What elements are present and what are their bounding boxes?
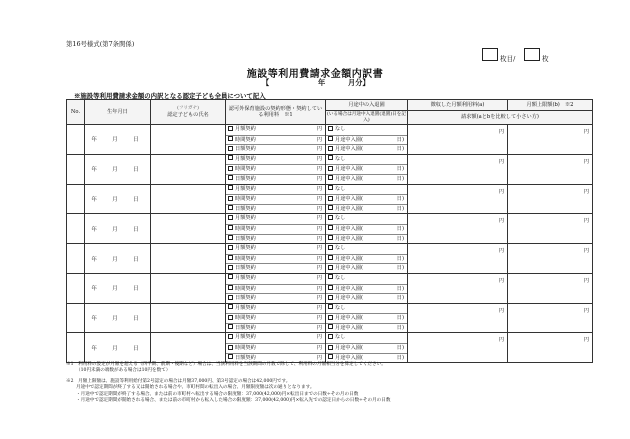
collected-fee-cell[interactable] [408,125,508,155]
child-name-cell[interactable] [151,244,226,274]
midmonth-option-label: なし [335,304,346,311]
header-no: No. [67,100,85,125]
contract-option [226,234,325,244]
yen-label: 円 [316,255,322,262]
yen-label: 円 [316,334,322,341]
checkbox[interactable] [328,304,333,309]
note-1b: （10円未満の端数がある場合は10円を数て） [76,368,171,374]
checkbox[interactable] [328,196,333,201]
contract-option [226,263,325,273]
midmonth-option-label: なし [335,274,346,281]
claim-amount-cell[interactable] [508,214,593,244]
row-number-cell [67,125,85,155]
checkbox[interactable] [328,155,333,160]
contract-option [226,214,325,224]
contract-option-label: 月額契約 [235,155,256,162]
checkbox[interactable] [228,265,233,270]
contract-option-label: 月額契約 [235,185,256,192]
checkbox[interactable] [328,126,333,131]
checkbox[interactable] [228,225,233,230]
midmonth-option [326,135,407,145]
sheet-number-label: 枚目/ [500,55,516,63]
day-suffix: 日) [396,136,404,143]
midmonth-option [326,204,407,214]
table-row [67,184,593,214]
yen-label: 円 [583,188,589,195]
midmonth-option-label: 月途中入園( [335,345,363,352]
yen-label: 円 [583,218,589,225]
yen-label: 円 [316,215,322,222]
contract-option-label: 時間契約 [235,166,256,173]
checkbox[interactable] [328,136,333,141]
yen-label: 円 [583,248,589,255]
checkbox[interactable] [228,196,233,201]
contract-option [226,164,325,174]
checkbox[interactable] [228,205,233,210]
notes [66,362,592,404]
midmonth-option [326,343,407,353]
yen-label: 円 [583,307,589,314]
midmonth-option [326,214,407,224]
checkbox[interactable] [328,175,333,180]
table-row [67,125,593,155]
child-name-cell[interactable] [151,333,226,363]
checkbox[interactable] [328,345,333,350]
header-midmonth: 月途中の入退園 [326,100,408,111]
note-2: ※2 月額上限額は、施設等利用給付第2号認定の場合は月額37,000円、第3号認定の場合は42,000円です。 [66,378,291,384]
day-suffix: 日) [396,255,404,262]
child-name-cell[interactable] [151,154,226,184]
yen-label: 円 [316,265,322,272]
birth-date-cell[interactable]: 年 月 日 [85,125,151,155]
claim-amount-cell[interactable] [508,184,593,214]
section-note: ※施設等利用費請求金額の内訳となる認定子ども全員について記入 [74,92,266,100]
contract-option-label: 時間契約 [235,345,256,352]
contract-option [226,224,325,234]
checkbox[interactable] [228,146,233,151]
midmonth-option-label: なし [335,155,346,162]
sheet-number-box[interactable] [482,48,498,61]
midmonth-option-label: 月途中入園( [335,285,363,292]
contract-option-label: 日額契約 [235,354,256,361]
midmonth-option-label: 月途中入園( [335,265,363,272]
contract-option [226,304,325,314]
midmonth-option-label: 月途中入園( [335,225,363,232]
period-month-label: 月分】 [348,78,370,87]
contract-option [226,343,325,353]
yen-label: 円 [498,277,504,284]
day-suffix: 日) [396,295,404,302]
yen-label: 円 [583,277,589,284]
midmonth-option [326,274,407,284]
row-number-cell [67,273,85,303]
yen-label: 円 [316,324,322,331]
child-name-cell[interactable] [151,125,226,155]
note-2b: 月途中で認定期間が終了する又は開始される場合や、市町村間の転出入の場合、月額限度額は次の通りとなります。 [76,385,315,391]
yen-label: 円 [316,126,322,132]
yen-label: 円 [583,337,589,344]
checkbox[interactable] [228,274,233,279]
checkbox[interactable] [328,274,333,279]
midmonth-option [326,155,407,165]
total-sheets-label: 枚 [542,55,549,63]
yen-label: 円 [316,295,322,302]
contract-option-label: 時間契約 [235,285,256,292]
yen-label: 円 [498,188,504,195]
yen-label: 円 [316,196,322,203]
birth-date-cell[interactable]: 年 月 日 [85,333,151,363]
child-name-cell[interactable] [151,214,226,244]
row-number-cell [67,244,85,274]
checkbox[interactable] [228,304,233,309]
day-suffix: 日) [396,225,404,232]
collected-fee-cell[interactable] [408,244,508,274]
contract-option [226,323,325,333]
day-suffix: 日) [396,146,404,153]
claim-amount-cell[interactable] [508,125,593,155]
yen-label: 円 [316,285,322,292]
contract-option [226,293,325,303]
contract-option-label: 日額契約 [235,295,256,302]
contract-option-label: 日額契約 [235,265,256,272]
total-sheets-box[interactable] [524,48,540,61]
form-number: 第16号様式(第7条関係) [66,40,135,48]
claim-amount-cell[interactable] [508,154,593,184]
midmonth-option [326,244,407,254]
checkbox[interactable] [328,315,333,320]
collected-fee-cell[interactable] [408,303,508,333]
day-suffix: 日) [396,324,404,331]
midmonth-option-label: 月途中入園( [335,146,363,153]
yen-label: 円 [498,248,504,255]
claim-amount-cell[interactable] [508,273,593,303]
header-midmonth-sub: (いる場合は月途中入退園(退園)日を記入) [327,112,406,123]
checkbox[interactable] [228,215,233,220]
table-row [67,214,593,244]
row-number-cell [67,154,85,184]
checkbox[interactable] [228,255,233,260]
birth-date-cell[interactable]: 年 月 日 [85,303,151,333]
midmonth-option [326,164,407,174]
header-name: 認定子どもの氏名 [167,111,209,118]
contract-option-label: 日額契約 [235,146,256,153]
midmonth-option [326,284,407,294]
checkbox[interactable] [328,225,333,230]
table-row [67,273,593,303]
yen-label: 円 [316,225,322,232]
contract-option-label: 時間契約 [235,255,256,262]
contract-option-label: 日額契約 [235,235,256,242]
midmonth-option-label: なし [335,126,346,132]
midmonth-option [326,333,407,343]
midmonth-option-label: 月途中入園( [335,295,363,302]
yen-label: 円 [316,315,322,322]
checkbox[interactable] [328,265,333,270]
contract-option [226,333,325,343]
contract-option-label: 時間契約 [235,315,256,322]
checkbox[interactable] [228,155,233,160]
midmonth-option [326,293,407,303]
midmonth-option-label: 月途中入園( [335,166,363,173]
yen-label: 円 [316,185,322,192]
midmonth-option [326,144,407,154]
yen-label: 円 [498,218,504,225]
claim-amount-cell[interactable] [508,333,593,363]
midmonth-option-label: 月途中入園( [335,196,363,203]
contract-option-label: 月額契約 [235,334,256,341]
midmonth-option [326,194,407,204]
header-birth-date: 生年月日 [85,100,151,125]
contract-option [226,155,325,165]
yen-label: 円 [498,307,504,314]
checkbox[interactable] [328,235,333,240]
row-number-cell [67,303,85,333]
yen-label: 円 [498,158,504,165]
checkbox[interactable] [228,345,233,350]
row-number-cell [67,184,85,214]
contract-option-label: 月額契約 [235,245,256,252]
period-year-label: 年 [318,78,326,87]
collected-fee-cell[interactable] [408,184,508,214]
yen-label: 円 [498,129,504,135]
midmonth-option-label: なし [335,245,346,252]
yen-label: 円 [316,205,322,212]
checkbox[interactable] [228,354,233,359]
collected-fee-cell[interactable] [408,333,508,363]
yen-label: 円 [316,245,322,252]
midmonth-option [326,353,407,363]
table-row [67,244,593,274]
row-number-cell [67,214,85,244]
day-suffix: 日) [396,175,404,182]
day-suffix: 日) [396,345,404,352]
claim-breakdown-table [66,99,593,363]
midmonth-option-label: 月途中入園( [335,136,363,143]
note-2c: ・月途中で認定期間が終了する場合、または前の市町村へ転出する場合の限度額：37,000(42,000)円×転出日までの日数÷その月の日数 [76,391,359,397]
yen-label: 円 [316,304,322,311]
midmonth-option [326,254,407,264]
day-suffix: 日) [396,205,404,212]
day-suffix: 日) [396,354,404,361]
midmonth-option-label: なし [335,334,346,341]
header-child-name [151,100,226,125]
checkbox[interactable] [228,285,233,290]
contract-option [226,313,325,323]
header-collected-fee: 徴収した月額利用料(a) [408,100,508,111]
contract-option-label: 月額契約 [235,126,256,132]
checkbox[interactable] [328,295,333,300]
day-suffix: 日) [396,315,404,322]
yen-label: 円 [316,354,322,361]
contract-option-label: 日額契約 [235,324,256,331]
checkbox[interactable] [328,334,333,339]
note-2d: ・月途中で認定期間が開始される場合、または前の市町村から転入した場合の限度額：37,000(42,000)円×転入先での認定日からの日数÷その月の日数 [76,398,391,404]
checkbox[interactable] [328,166,333,171]
checkbox[interactable] [328,354,333,359]
header-kana: (フリガナ) [177,106,199,112]
midmonth-option-label: 月途中入園( [335,255,363,262]
checkbox[interactable] [228,334,233,339]
checkbox[interactable] [228,175,233,180]
contract-option [226,194,325,204]
contract-option [226,174,325,184]
midmonth-option-label: なし [335,185,346,192]
yen-label: 円 [316,235,322,242]
birth-date-cell[interactable]: 年 月 日 [85,184,151,214]
checkbox[interactable] [228,245,233,250]
document-title: 施設等利用費請求金額内訳書 [246,69,384,80]
checkbox[interactable] [228,324,233,329]
yen-label: 円 [498,337,504,344]
table-row [67,303,593,333]
checkbox[interactable] [228,295,233,300]
checkbox[interactable] [228,166,233,171]
header-monthly-cap: 月額上限額(b) ※2 [508,100,593,111]
period-open-bracket: 【 [262,78,270,87]
midmonth-option-label: 月途中入園( [335,324,363,331]
table-row [67,333,593,363]
contract-option [226,244,325,254]
birth-date-cell[interactable]: 年 月 日 [85,273,151,303]
contract-option [226,284,325,294]
contract-option [226,353,325,363]
header-contract-type: 認可外保育施設の契約形態・契約している利用料 ※1 [226,100,326,125]
yen-label: 円 [316,166,322,173]
checkbox[interactable] [328,245,333,250]
midmonth-option [326,304,407,314]
contract-option [226,274,325,284]
checkbox[interactable] [328,215,333,220]
checkbox[interactable] [328,205,333,210]
birth-date-cell[interactable]: 年 月 日 [85,154,151,184]
collected-fee-cell[interactable] [408,214,508,244]
claim-amount-cell[interactable] [508,303,593,333]
midmonth-option-label: なし [335,215,346,222]
contract-option-label: 日額契約 [235,205,256,212]
contract-option-label: 時間契約 [235,225,256,232]
claim-amount-cell[interactable] [508,244,593,274]
midmonth-option [326,174,407,184]
midmonth-option [326,263,407,273]
yen-label: 円 [583,129,589,135]
yen-label: 円 [316,155,322,162]
table-row [67,154,593,184]
collected-fee-cell[interactable] [408,154,508,184]
midmonth-option [326,224,407,234]
checkbox[interactable] [328,185,333,190]
checkbox[interactable] [328,324,333,329]
checkbox[interactable] [328,146,333,151]
yen-label: 円 [316,136,322,143]
checkbox[interactable] [228,136,233,141]
contract-option-label: 月額契約 [235,215,256,222]
yen-label: 円 [316,274,322,281]
midmonth-option [326,234,407,244]
contract-option [226,125,325,135]
contract-option-label: 日額契約 [235,175,256,182]
midmonth-option-label: 月途中入園( [335,205,363,212]
day-suffix: 日) [396,265,404,272]
midmonth-option [326,185,407,195]
checkbox[interactable] [228,235,233,240]
contract-option [226,204,325,214]
birth-date-cell[interactable]: 年 月 日 [85,244,151,274]
day-suffix: 日) [396,285,404,292]
collected-fee-cell[interactable] [408,273,508,303]
header-claim-amount: 請求額(aとbを比較して小さい方) [408,111,593,125]
day-suffix: 日) [396,166,404,173]
contract-option-label: 時間契約 [235,196,256,203]
midmonth-option [326,313,407,323]
yen-label: 円 [316,175,322,182]
checkbox[interactable] [228,315,233,320]
child-name-cell[interactable] [151,273,226,303]
midmonth-option [326,125,407,135]
checkbox[interactable] [228,126,233,131]
contract-option [226,185,325,195]
checkbox[interactable] [228,185,233,190]
child-name-cell[interactable] [151,184,226,214]
child-name-cell[interactable] [151,303,226,333]
birth-date-cell[interactable]: 年 月 日 [85,214,151,244]
contract-option [226,135,325,145]
contract-option-label: 月額契約 [235,304,256,311]
checkbox[interactable] [328,285,333,290]
contract-option [226,254,325,264]
note-1: ※1 利用料の設定が月額を超える（四半期、前期・後期など）場合は、当該利用料を当該期間の月数で除して、利用料の月額相当分を算定してください。 [66,362,386,367]
midmonth-option [326,323,407,333]
midmonth-option-label: 月途中入園( [335,235,363,242]
contract-option [226,144,325,154]
yen-label: 円 [583,158,589,165]
yen-label: 円 [316,345,322,352]
checkbox[interactable] [328,255,333,260]
day-suffix: 日) [396,196,404,203]
midmonth-option-label: 月途中入園( [335,354,363,361]
contract-option-label: 月額契約 [235,274,256,281]
contract-option-label: 時間契約 [235,136,256,143]
midmonth-option-label: 月途中入園( [335,175,363,182]
row-number-cell [67,333,85,363]
yen-label: 円 [316,146,322,153]
day-suffix: 日) [396,235,404,242]
midmonth-option-label: 月途中入園( [335,315,363,322]
